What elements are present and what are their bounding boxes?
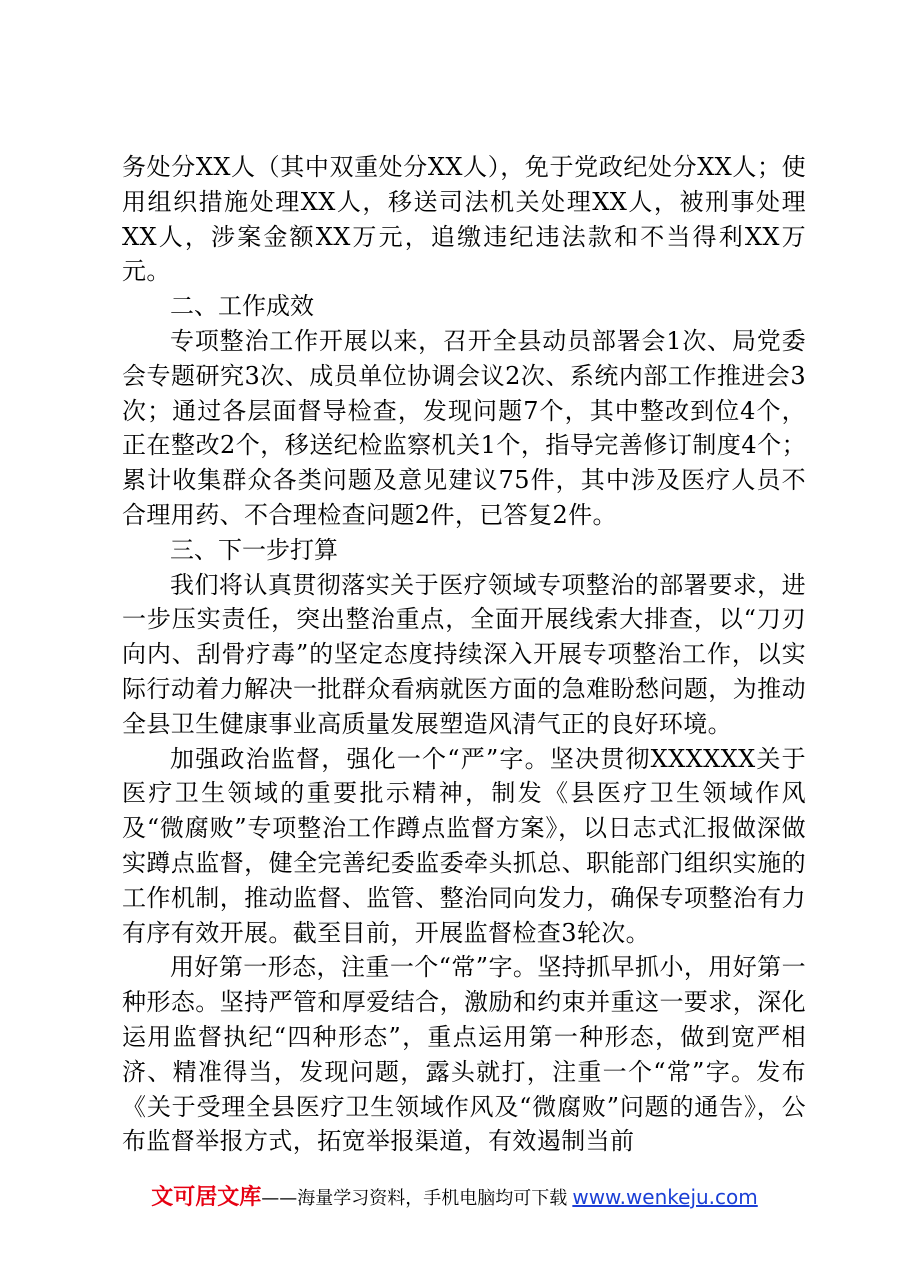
paragraph-plan: 我们将认真贯彻落实关于医疗领域专项整治的部署要求，进一步压实责任，突出整治重点，全面开展线索大排查，以“刀刃向内、刮骨疗毒”的坚定态度持续深入开展专项整治工作，以实际行动着力解决一批群众看病就医方面的急难盼愁问题，为推动全县卫生健康事业高质量发展塑造风清气正的良好环境。 <box>122 570 806 738</box>
paragraph-continued: 务处分XX人（其中双重处分XX人），免于党政纪处分XX人；使用组织措施处理XX人，移送司法机关处理XX人，被刑事处理XX人，涉案金额XX万元，追缴违纪违法款和不当得利XX万元。 <box>122 153 806 286</box>
page-footer <box>0 1180 909 1211</box>
footer-website-link[interactable]: www.wenkeju.com <box>572 1185 758 1209</box>
document-body <box>122 150 806 1159</box>
footer-dash: —— <box>261 1188 298 1209</box>
footer-tagline: 海量学习资料，手机电脑均可下载 <box>297 1188 568 1209</box>
paragraph-political-supervision: 加强政治监督，强化一个“严”字。坚决贯彻XXXXXX关于医疗卫生领域的重要批示精神，制发《县医疗卫生领域作风及“微腐败”专项整治工作蹲点监督方案》，以日志式汇报做深做实蹲点监督，健全完善纪委监委牵头抓总、职能部门组织实施的工作机制，推动监督、监管、整治同向发力，确保专项整治有力有序有效开展。截至目前，开展监督检查3轮次。 <box>122 744 806 947</box>
paragraph-first-form: 用好第一形态，注重一个“常”字。坚持抓早抓小，用好第一种形态。坚持严管和厚爱结合，激励和约束并重这一要求，深化运用监督执纪“四种形态”，重点运用第一种形态，做到宽严相济、精准得当，发现问题，露头就打，注重一个“常”字。发布《关于受理全县医疗卫生领域作风及“微腐败”问题的通告》，公布监督举报方式，拓宽举报渠道，有效遏制当前 <box>122 953 806 1156</box>
section-heading-next-steps: 三、下一步打算 <box>170 535 338 564</box>
footer-brand[interactable]: 文可居文库 <box>151 1185 262 1210</box>
section-heading-results: 二、工作成效 <box>170 292 314 321</box>
paragraph-results: 专项整治工作开展以来，召开全县动员部署会1次、局党委会专题研究3次、成员单位协调会议2次、系统内部工作推进会3次；通过各层面督导检查，发现问题7个，其中整改到位4个，正在整改2个，移送纪检监察机关1个，指导完善修订制度4个；累计收集群众各类问题及意见建议75件，其中涉及医疗人员不合理用药、不合理检查问题2件，已答复2件。 <box>122 326 806 529</box>
